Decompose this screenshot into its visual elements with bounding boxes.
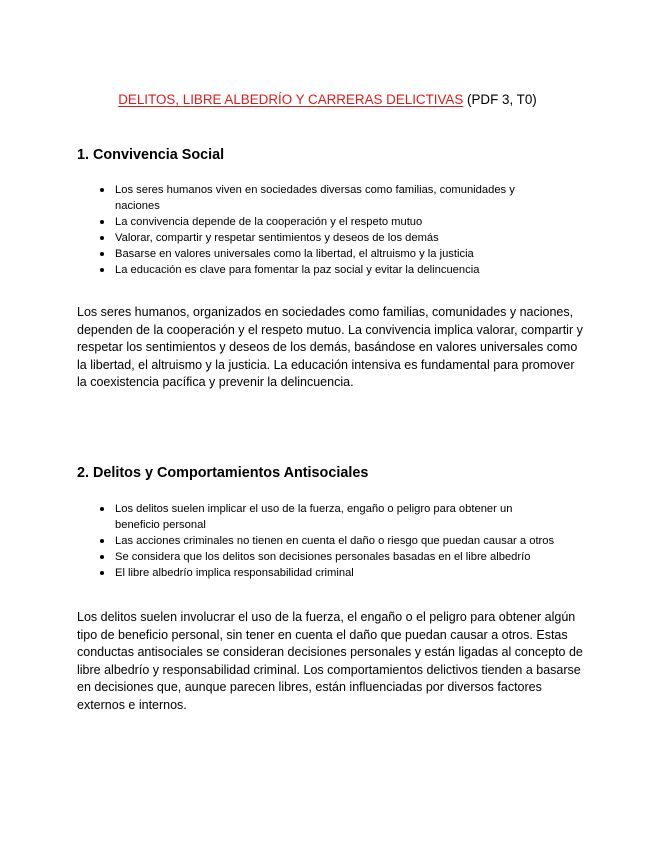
list-item: La convivencia depende de la cooperación y el respeto mutuo: [77, 214, 557, 230]
list-item: Las acciones criminales no tienen en cuenta el daño o riesgo que puedan causar a otros: [77, 533, 557, 549]
list-item: Se considera que los delitos son decisiones personales basadas en el libre albedrío: [77, 549, 557, 565]
section-heading-delitos: 2. Delitos y Comportamientos Antisociales: [77, 465, 369, 481]
list-item: Los seres humanos viven en sociedades diversas como familias, comunidades y naciones: [77, 182, 557, 214]
bullet-list-convivencia: [77, 182, 557, 278]
document-title: [0, 91, 655, 108]
list-item: El libre albedrío implica responsabilidad criminal: [77, 565, 557, 581]
list-item: La educación es clave para fomentar la paz social y evitar la delincuencia: [77, 262, 557, 278]
list-item: Los delitos suelen implicar el uso de la fuerza, engaño o peligro para obtener un beneficio personal: [77, 501, 557, 533]
paragraph-delitos: Los delitos suelen involucrar el uso de la fuerza, el engaño o el peligro para obtener algún tipo de beneficio personal, sin tener en cuenta el daño que puedan causar a otros. Estas conductas antisociales se consideran decisiones personales y están ligadas al concepto de libre albedrío y responsabilidad criminal. Los comportamientos delictivos tienden a basarse en decisiones que, aunque parecen libres, están influenciadas por diversos factores externos e internos.: [77, 610, 583, 712]
title-link[interactable]: DELITOS, LIBRE ALBEDRÍO Y CARRERAS DELICTIVAS: [118, 92, 464, 107]
list-item: Basarse en valores universales como la libertad, el altruismo y la justicia: [77, 246, 557, 262]
section-heading-convivencia: 1. Convivencia Social: [77, 147, 225, 163]
paragraph-convivencia: Los seres humanos, organizados en sociedades como familias, comunidades y naciones, dependen de la cooperación y el respeto mutuo. La convivencia implica valorar, compartir y respetar los sentimientos y deseos de los demás, basándose en valores universales como la libertad, el altruismo y la justicia. La educación intensiva es fundamental para promover la coexistencia pacífica y prevenir la delincuencia.: [77, 305, 583, 389]
bullet-list-delitos: [77, 501, 557, 581]
list-item: Valorar, compartir y respetar sentimientos y deseos de los demás: [77, 230, 557, 246]
title-reference: (PDF 3, T0): [463, 92, 537, 107]
